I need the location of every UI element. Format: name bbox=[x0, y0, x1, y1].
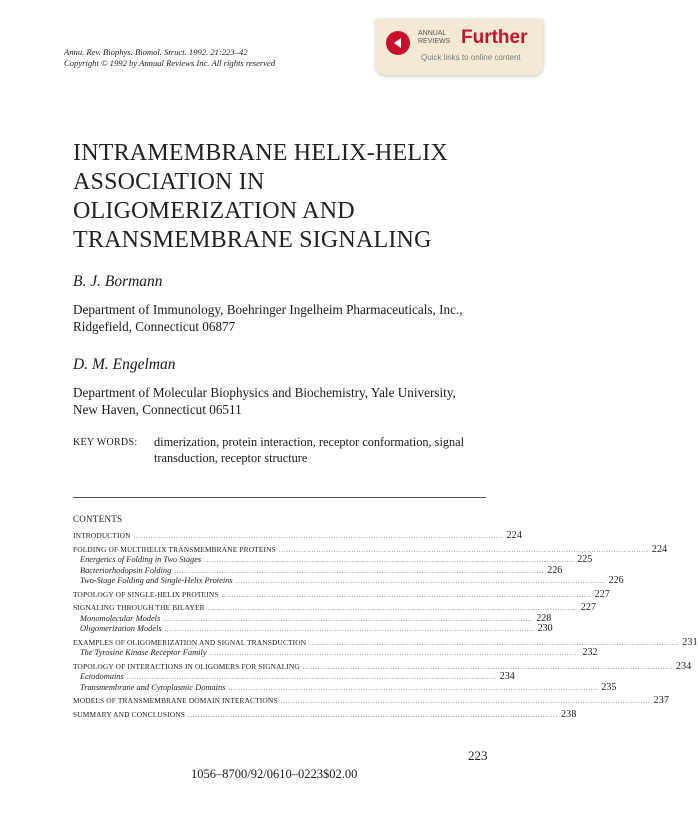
toc-entry[interactable] bbox=[73, 612, 552, 624]
toc-entry[interactable] bbox=[73, 636, 698, 648]
toc-leader: .................................................................................................................................................... bbox=[188, 712, 559, 719]
toc-entry-page: 228 bbox=[536, 612, 552, 624]
title-line: ASSOCIATION IN bbox=[73, 169, 265, 195]
affiliation-line: Department of Molecular Biophysics and Biochemistry, Yale University, bbox=[73, 385, 456, 400]
toc-entry[interactable] bbox=[73, 564, 563, 576]
toc-leader: .................................................................................................................................................... bbox=[174, 568, 545, 575]
toc-leader: .................................................................................................................................................... bbox=[164, 627, 535, 633]
affiliation-line: Ridgefield, Connecticut 06877 bbox=[73, 319, 236, 334]
toc-leader: .................................................................................................................................................... bbox=[209, 651, 580, 657]
toc-entry-label: Monomolecular Models bbox=[80, 613, 161, 623]
toc-entry-label: TOPOLOGY OF INTERACTIONS IN OLIGOMERS FOR SIGNALING bbox=[73, 661, 300, 671]
toc-entry[interactable] bbox=[73, 681, 617, 693]
article-title bbox=[73, 139, 503, 255]
toc-entry-label: EXAMPLES OF OLIGOMERIZATION AND SIGNAL TRANSDUCTION bbox=[73, 637, 307, 647]
toc-entry-label: Bacteriorhodopsin Folding bbox=[80, 565, 172, 575]
toc-entry[interactable] bbox=[73, 647, 598, 658]
toc-entry[interactable] bbox=[73, 543, 668, 555]
toc-entry-page: 226 bbox=[547, 564, 563, 576]
keywords-line: dimerization, protein interaction, receptor conformation, signal bbox=[154, 435, 465, 449]
toc-entry[interactable] bbox=[73, 602, 597, 613]
toc-entry-page: 226 bbox=[608, 575, 624, 586]
citation-copyright: Copyright © 1992 by Annual Reviews Inc. All rights reserved bbox=[64, 58, 276, 68]
toc-leader: .................................................................................................................................................... bbox=[133, 534, 504, 540]
author-name: B. J. Bormann bbox=[73, 273, 163, 290]
play-icon bbox=[386, 31, 410, 55]
citation bbox=[64, 47, 275, 69]
toc-leader: .................................................................................................................................................... bbox=[278, 547, 649, 554]
badge-reviews-text: REVIEWS bbox=[418, 38, 451, 45]
keywords-line: transduction, receptor structure bbox=[154, 451, 308, 465]
toc-entry-label: The Tyrosine Kinase Receptor Family bbox=[80, 648, 207, 657]
title-line: TRANSMEMBRANE SIGNALING bbox=[73, 227, 432, 253]
badge-further-text: Further bbox=[461, 27, 528, 48]
toc-entry-page: 234 bbox=[675, 660, 692, 672]
toc-entry-page: 237 bbox=[653, 695, 670, 706]
toc-entry-page: 224 bbox=[506, 530, 523, 541]
toc-leader: .................................................................................................................................................... bbox=[207, 606, 578, 612]
toc-leader: .................................................................................................................................................... bbox=[302, 664, 673, 671]
author-affiliation bbox=[73, 301, 513, 335]
title-line: OLIGOMERIZATION AND bbox=[73, 198, 355, 224]
toc-entry-page: 230 bbox=[537, 623, 553, 634]
title-line: INTRAMEMBRANE HELIX-HELIX bbox=[73, 140, 448, 166]
toc-entry-label: FOLDING OF MULTIHELIX TRANSMEMBRANE PROTEINS bbox=[73, 544, 276, 554]
toc-entry-page: 224 bbox=[651, 543, 668, 555]
keywords-text bbox=[154, 434, 494, 466]
toc-entry-label: Transmembrane and Cytoplasmic Domains bbox=[80, 682, 226, 692]
table-of-contents bbox=[73, 530, 698, 720]
toc-entry-label: Ectodomains bbox=[80, 672, 124, 681]
toc-entry[interactable] bbox=[73, 671, 515, 682]
affiliation-line: New Haven, Connecticut 06511 bbox=[73, 402, 242, 417]
divider bbox=[73, 497, 486, 498]
affiliation-line: Department of Immunology, Boehringer Ingelheim Pharmaceuticals, Inc., bbox=[73, 302, 463, 317]
toc-entry[interactable] bbox=[73, 660, 692, 672]
badge-brand bbox=[418, 30, 450, 46]
toc-entry-page: 232 bbox=[582, 647, 598, 658]
toc-entry-label: Two-Stage Folding and Single-Helix Proteins bbox=[80, 576, 233, 585]
toc-leader: .................................................................................................................................................... bbox=[204, 558, 575, 564]
toc-entry[interactable] bbox=[73, 588, 611, 600]
toc-entry[interactable] bbox=[73, 575, 624, 586]
author-affiliation bbox=[73, 384, 513, 418]
toc-leader: .................................................................................................................................................... bbox=[280, 699, 651, 705]
page-number: 223 bbox=[468, 748, 488, 763]
annual-reviews-further-badge[interactable] bbox=[376, 19, 543, 75]
citation-journal: Annu. Rev. Biophys. Biomol. Struct. 1992. 21:223–42 bbox=[64, 47, 248, 57]
badge-subtitle: Quick links to online content bbox=[421, 53, 521, 62]
toc-entry-label: Energetics of Folding in Two Stages bbox=[80, 555, 202, 564]
footer-code: 1056–8700/92/0610–0223$02.00 bbox=[191, 767, 358, 781]
toc-entry[interactable] bbox=[73, 708, 577, 720]
badge-annual-text: ANNUAL bbox=[418, 30, 447, 37]
contents-heading: CONTENTS bbox=[73, 514, 123, 524]
toc-entry-page: 227 bbox=[594, 588, 611, 600]
toc-entry-page: 238 bbox=[561, 708, 577, 720]
toc-entry-label: SUMMARY AND CONCLUSIONS bbox=[73, 709, 186, 719]
toc-entry-page: 235 bbox=[601, 681, 617, 693]
toc-entry-label: SIGNALING THROUGH THE BILAYER bbox=[73, 603, 205, 612]
toc-entry-label: INTRODUCTION bbox=[73, 531, 131, 540]
toc-leader: .................................................................................................................................................... bbox=[309, 640, 680, 647]
toc-entry-label: MODELS OF TRANSMEMBRANE DOMAIN INTERACTIONS bbox=[73, 696, 278, 705]
toc-entry-page: 234 bbox=[499, 671, 515, 682]
toc-entry-label: TOPOLOGY OF SINGLE-HELIX PROTEINS bbox=[73, 589, 219, 599]
toc-entry[interactable] bbox=[73, 623, 553, 634]
toc-leader: .................................................................................................................................................... bbox=[228, 685, 599, 692]
toc-entry-label: Oligomerization Models bbox=[80, 624, 162, 633]
author-name: D. M. Engelman bbox=[73, 356, 176, 373]
keywords-label: KEY WORDS: bbox=[73, 437, 138, 448]
toc-entry[interactable] bbox=[73, 530, 523, 541]
toc-leader: .................................................................................................................................................... bbox=[221, 592, 592, 599]
toc-entry[interactable] bbox=[73, 554, 593, 565]
toc-entry-page: 231 bbox=[682, 636, 698, 648]
toc-entry-page: 225 bbox=[577, 554, 593, 565]
toc-leader: .................................................................................................................................................... bbox=[126, 675, 497, 681]
toc-leader: .................................................................................................................................................... bbox=[163, 616, 534, 623]
toc-entry-page: 227 bbox=[580, 602, 597, 613]
toc-leader: .................................................................................................................................................... bbox=[235, 579, 606, 585]
toc-entry[interactable] bbox=[73, 695, 670, 706]
